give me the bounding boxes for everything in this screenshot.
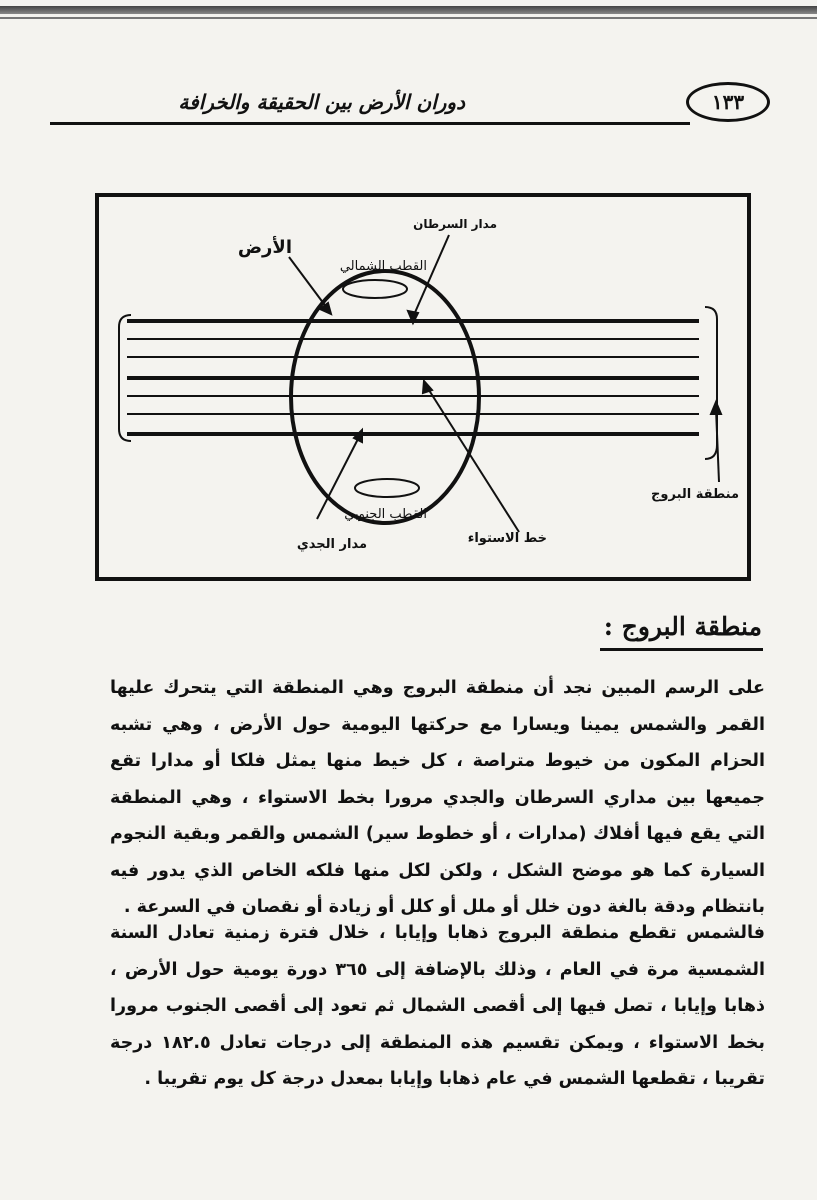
- label-tropic-of-cancer: مدار السرطان: [413, 217, 497, 231]
- zodiac-band-lines: [127, 321, 699, 434]
- body-paragraph-2: فالشمس تقطع منطقة البروج ذهابا وإيابا ، خلال فترة زمنية تعادل السنة الشمسية مرة في العام ، وذلك بالإضافة إلى ٣٦٥ دورة يومية حول الأرض ، ذهابا وإيابا ، تصل فيها إلى أقصى الشمال ثم تعود إلى أقصى الجنوب مرورا بخط الاستواء ، ويمكن تقسيم هذه المنطقة إلى درجات تعادل ١٨٢.٥ درجة تقريبا ، تقطعها الشمس في عام ذهابا وإيابا بمعدل درجة كل يوم تقريبا .: [110, 923, 765, 1089]
- label-tropic-of-capricorn: مدار الجدي: [296, 537, 367, 552]
- top-border-rule: [0, 6, 817, 14]
- page-number: ١٣٣: [686, 82, 770, 122]
- body-paragraph-1: على الرسم المبين نجد أن منطقة البروج وهي المنطقة التي يتحرك عليها القمر والشمس يمينا ويسارا مع حركتها اليومية حول الأرض ، وهي تشبه الحزام المكون من خيوط متراصة ، كل خيط منها يمثل فلكا أو مدارا تقع جميعها بين مداري السرطان والجدي مرورا بخط الاستواء ، وهي المنطقة التي يقع فيها أفلاك (مدارات ، أو خطوط سير) الشمس والقمر وبقية النجوم السيارة كما هو موضح الشكل ، ولكن لكل منها فلكه الخاص الذي يدور فيه بانتظام ودقة بالغة دون خلل أو ملل أو كلل أو زيادة أو نقصان في السرعة .: [110, 678, 765, 917]
- label-zodiac-zone: منطقة البروج: [651, 487, 739, 502]
- page-header: [50, 82, 770, 132]
- label-equator: خط الاستواء: [467, 531, 547, 546]
- right-bracket: [705, 307, 717, 459]
- zodiac-diagram: [95, 193, 751, 581]
- top-border-rule-thin: [0, 17, 817, 19]
- header-underline: [50, 122, 690, 125]
- running-title: دوران الأرض بين الحقيقة والخرافة: [178, 90, 465, 114]
- label-earth: الأرض: [237, 237, 292, 258]
- label-north-pole: القطب الشمالي: [339, 259, 427, 274]
- section-heading-underline: [600, 648, 763, 651]
- section-heading: منطقة البروج :: [603, 612, 762, 641]
- label-south-pole: القطب الجنوبي: [344, 507, 427, 522]
- north-pole-cap: [343, 280, 407, 298]
- south-pole-cap: [355, 479, 419, 497]
